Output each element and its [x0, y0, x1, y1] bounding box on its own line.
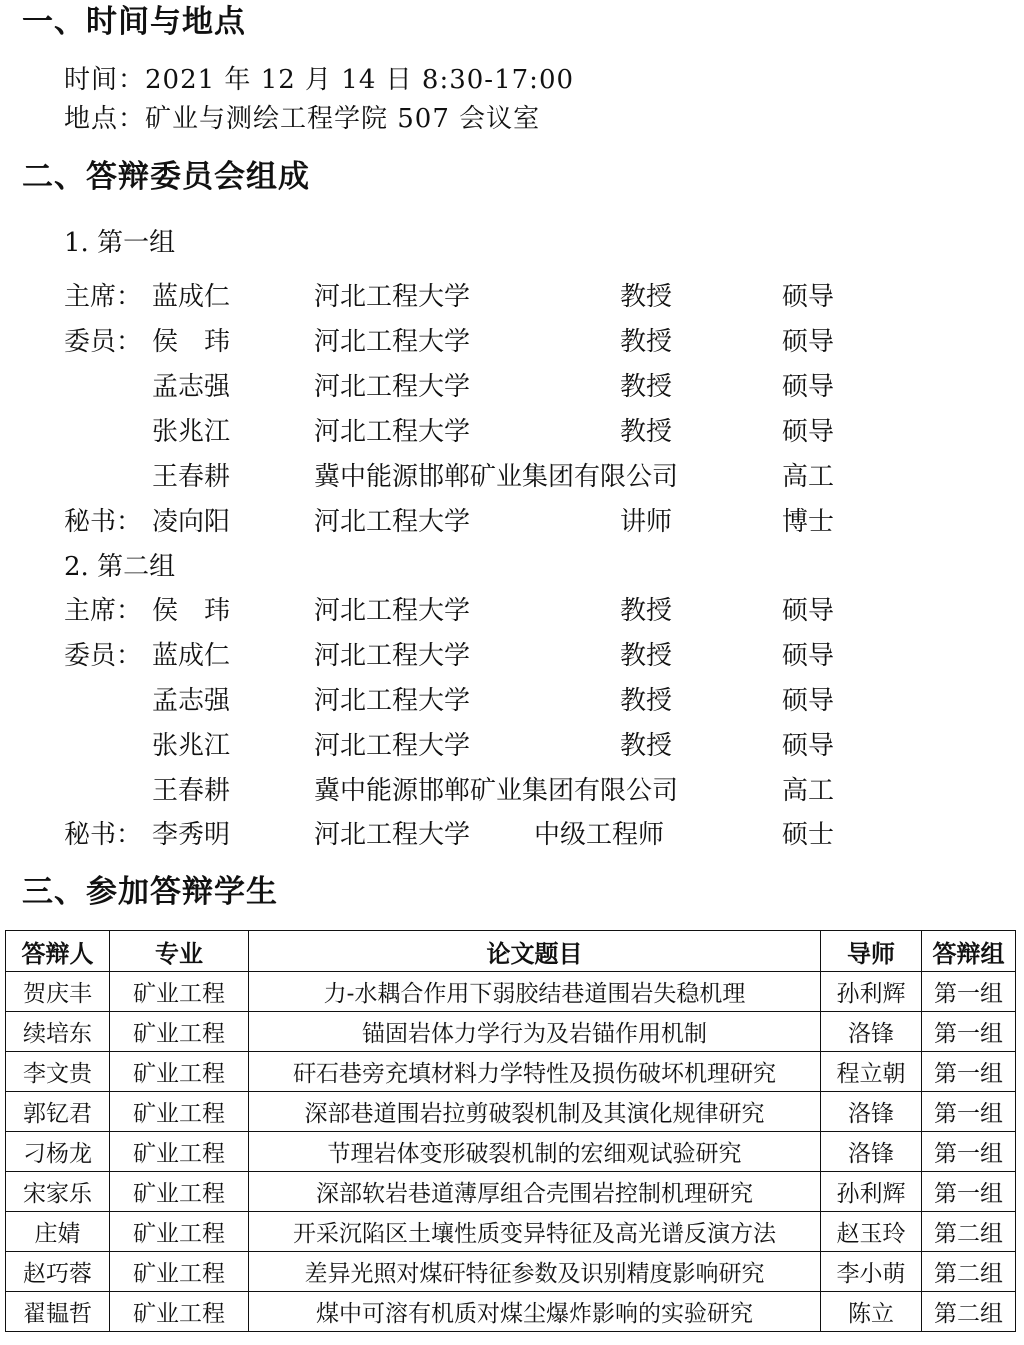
col-header-major: 专业 — [110, 931, 249, 972]
student-name: 赵巧蓉 — [6, 1252, 110, 1292]
student-name: 翟韫哲 — [6, 1292, 110, 1332]
member-title: 教授 — [620, 641, 673, 671]
member-role: 秘书： — [64, 820, 143, 850]
member-org: 河北工程大学 — [314, 731, 471, 761]
member-role: 主席： — [64, 282, 143, 312]
time-line: 时间：2021 年 12 月 14 日 8:30-17:00 — [64, 65, 575, 95]
defense-group: 第一组 — [922, 1052, 1016, 1092]
advisor: 程立朝 — [821, 1052, 922, 1092]
student-major: 矿业工程 — [110, 1052, 249, 1092]
committee-row — [0, 726, 1024, 766]
advisor: 洛锋 — [821, 1012, 922, 1052]
member-title: 教授 — [620, 417, 673, 447]
member-title: 中级工程师 — [534, 820, 665, 850]
committee-row — [0, 367, 1024, 407]
advisor: 李小萌 — [821, 1252, 922, 1292]
committee-row — [0, 636, 1024, 676]
member-title: 教授 — [620, 596, 673, 626]
member-degree: 硕导 — [782, 372, 835, 402]
member-name: 蓝成仁 — [152, 282, 231, 312]
defense-group: 第二组 — [922, 1212, 1016, 1252]
defense-group: 第二组 — [922, 1252, 1016, 1292]
student-name: 宋家乐 — [6, 1172, 110, 1212]
student-major: 矿业工程 — [110, 1252, 249, 1292]
member-org: 河北工程大学 — [314, 686, 471, 716]
member-name: 孟志强 — [152, 686, 231, 716]
member-org: 河北工程大学 — [314, 820, 471, 850]
student-major: 矿业工程 — [110, 1132, 249, 1172]
student-major: 矿业工程 — [110, 1092, 249, 1132]
member-name: 蓝成仁 — [152, 641, 231, 671]
thesis-title: 节理岩体变形破裂机制的宏细观试验研究 — [249, 1132, 821, 1172]
advisor: 洛锋 — [821, 1132, 922, 1172]
member-degree: 硕导 — [782, 686, 835, 716]
member-role: 委员： — [64, 327, 143, 357]
defense-group: 第二组 — [922, 1292, 1016, 1332]
defense-group: 第一组 — [922, 1092, 1016, 1132]
defense-group: 第一组 — [922, 972, 1016, 1012]
advisor: 孙利辉 — [821, 972, 922, 1012]
advisor: 孙利辉 — [821, 1172, 922, 1212]
table-row — [6, 1292, 1016, 1332]
member-title: 教授 — [620, 372, 673, 402]
member-name: 李秀明 — [152, 820, 231, 850]
member-degree: 硕士 — [782, 820, 835, 850]
member-degree: 硕导 — [782, 327, 835, 357]
col-header-group: 答辩组 — [922, 931, 1016, 972]
col-header-advisor: 导师 — [821, 931, 922, 972]
member-org: 河北工程大学 — [314, 327, 471, 357]
student-name: 续培东 — [6, 1012, 110, 1052]
member-org: 河北工程大学 — [314, 641, 471, 671]
student-name: 刁杨龙 — [6, 1132, 110, 1172]
member-name: 王春耕 — [152, 462, 231, 492]
member-org: 河北工程大学 — [314, 282, 471, 312]
student-major: 矿业工程 — [110, 1012, 249, 1052]
thesis-title: 煤中可溶有机质对煤尘爆炸影响的实验研究 — [249, 1292, 821, 1332]
table-row — [6, 1252, 1016, 1292]
member-role: 委员： — [64, 641, 143, 671]
committee-row — [0, 322, 1024, 362]
committee-row — [0, 771, 1024, 811]
member-title: 教授 — [620, 327, 673, 357]
member-name: 王春耕 — [152, 776, 231, 806]
student-major: 矿业工程 — [110, 1172, 249, 1212]
student-name: 李文贵 — [6, 1052, 110, 1092]
thesis-title: 锚固岩体力学行为及岩锚作用机制 — [249, 1012, 821, 1052]
thesis-title: 深部巷道围岩拉剪破裂机制及其演化规律研究 — [249, 1092, 821, 1132]
section-heading-students: 三、参加答辩学生 — [22, 874, 278, 910]
table-header-row — [6, 931, 1016, 972]
member-degree: 硕导 — [782, 641, 835, 671]
place-line: 地点：矿业与测绘工程学院 507 会议室 — [64, 104, 541, 134]
member-name: 侯 玮 — [152, 596, 231, 626]
member-degree: 硕导 — [782, 417, 835, 447]
thesis-title: 力-水耦合作用下弱胶结巷道围岩失稳机理 — [249, 972, 821, 1012]
committee-row — [0, 591, 1024, 631]
member-org: 冀中能源邯郸矿业集团有限公司 — [314, 462, 679, 492]
student-major: 矿业工程 — [110, 1212, 249, 1252]
advisor: 陈立 — [821, 1292, 922, 1332]
col-header-thesis: 论文题目 — [249, 931, 821, 972]
member-name: 孟志强 — [152, 372, 231, 402]
committee-row — [0, 681, 1024, 721]
member-title: 教授 — [620, 686, 673, 716]
section-heading-time-place: 一、时间与地点 — [22, 4, 246, 40]
thesis-title: 深部软岩巷道薄厚组合壳围岩控制机理研究 — [249, 1172, 821, 1212]
group-title-1: 1. 第一组 — [64, 228, 176, 258]
advisor: 洛锋 — [821, 1092, 922, 1132]
thesis-title: 开采沉陷区土壤性质变异特征及高光谱反演方法 — [249, 1212, 821, 1252]
member-name: 张兆江 — [152, 417, 231, 447]
member-degree: 硕导 — [782, 731, 835, 761]
member-title: 讲师 — [620, 507, 673, 537]
thesis-title: 矸石巷旁充填材料力学特性及损伤破坏机理研究 — [249, 1052, 821, 1092]
group-title-2: 2. 第二组 — [64, 552, 176, 582]
member-degree: 博士 — [782, 507, 835, 537]
member-degree: 高工 — [782, 462, 835, 492]
defense-group: 第一组 — [922, 1132, 1016, 1172]
student-major: 矿业工程 — [110, 1292, 249, 1332]
member-org: 河北工程大学 — [314, 372, 471, 402]
student-major: 矿业工程 — [110, 972, 249, 1012]
member-degree: 硕导 — [782, 282, 835, 312]
section-heading-committee: 二、答辩委员会组成 — [22, 159, 310, 195]
member-org: 河北工程大学 — [314, 417, 471, 447]
committee-row — [0, 815, 1024, 855]
students-table — [5, 930, 1016, 1332]
member-degree: 高工 — [782, 776, 835, 806]
committee-row — [0, 277, 1024, 317]
member-name: 凌向阳 — [152, 507, 231, 537]
table-row — [6, 1172, 1016, 1212]
advisor: 赵玉玲 — [821, 1212, 922, 1252]
member-role: 主席： — [64, 596, 143, 626]
member-name: 侯 玮 — [152, 327, 231, 357]
table-row — [6, 1212, 1016, 1252]
member-org: 冀中能源邯郸矿业集团有限公司 — [314, 776, 679, 806]
member-degree: 硕导 — [782, 596, 835, 626]
defense-group: 第一组 — [922, 1012, 1016, 1052]
table-row — [6, 1052, 1016, 1092]
col-header-defender: 答辩人 — [6, 931, 110, 972]
table-row — [6, 972, 1016, 1012]
table-row — [6, 1012, 1016, 1052]
member-org: 河北工程大学 — [314, 507, 471, 537]
student-name: 贺庆丰 — [6, 972, 110, 1012]
table-row — [6, 1132, 1016, 1172]
member-role: 秘书： — [64, 507, 143, 537]
member-name: 张兆江 — [152, 731, 231, 761]
table-row — [6, 1092, 1016, 1132]
defense-group: 第一组 — [922, 1172, 1016, 1212]
member-title: 教授 — [620, 731, 673, 761]
committee-row — [0, 502, 1024, 542]
committee-row — [0, 457, 1024, 497]
thesis-title: 差异光照对煤矸特征参数及识别精度影响研究 — [249, 1252, 821, 1292]
committee-row — [0, 412, 1024, 452]
member-title: 教授 — [620, 282, 673, 312]
student-name: 郭钇君 — [6, 1092, 110, 1132]
member-org: 河北工程大学 — [314, 596, 471, 626]
student-name: 庄婧 — [6, 1212, 110, 1252]
